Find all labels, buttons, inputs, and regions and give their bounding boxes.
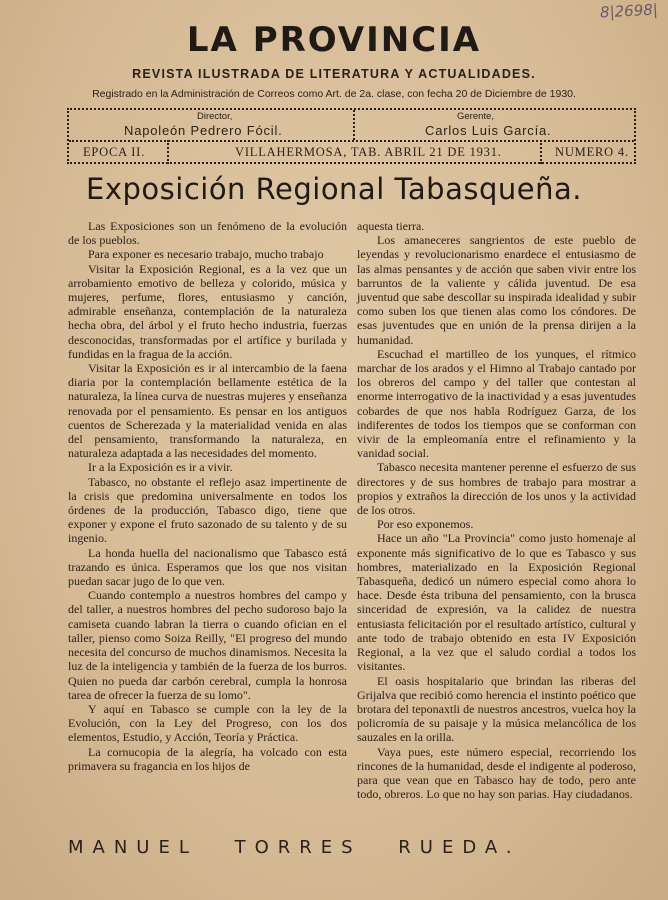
article-paragraph: La cornucopia de la alegría, ha volcado con esta primavera su fragancia en los hijos de — [68, 744, 347, 773]
issue-number: NUMERO 4. — [555, 145, 629, 159]
masthead-subtitle: REVISTA ILUSTRADA DE LITERATURA Y ACTUALIDADES. — [132, 67, 536, 81]
author-signature: MANUEL TORRES RUEDA. — [68, 837, 521, 858]
director-name: Napoleón Pedrero Fócil. — [124, 123, 283, 138]
article-paragraph: Los amaneceres sangrientos de este pueblo de leyendas y revolucionarismo enardece el entusiasmo de las almas pensantes y de acción que saben vivir entre los barruntos de la valiente y cálida juventud. De esa juventud que sabe descollar su inspirada idealidad y subir como suben los que tienen alas como los cóndores. De esas juventudes que en unión de la prensa dirijen a la humanidad. — [357, 233, 636, 347]
article-paragraph: Y aquí en Tabasco se cumple con la ley de la Evolución, con la Ley del Progreso, con los dos elementos, Estudio, y Acción, Teoría y Práctica. — [68, 701, 347, 745]
article-paragraph: Tabasco necesita mantener perenne el esfuerzo de sus directores y de sus hombres de trabajo para mostrar a propios y extraños la dirección de los unos y la actividad de los otros. — [357, 460, 636, 518]
article-paragraph: El oasis hospitalario que brindan las riberas del Grijalva que recibió como herencia el instinto poético que brotara del teponaxtli de nuestros ancestros, vuelca hoy la policromía de su paisaje y la música melancólica de los sauzales en la orilla. — [357, 673, 636, 745]
manager-label: Gerente, — [457, 111, 494, 122]
article-left-column — [68, 219, 347, 773]
article-paragraph: Por eso exponemos. — [377, 517, 474, 532]
article-paragraph: Visitar la Exposición Regional, es a la vez que un arrobamiento emotivo de belleza y colorido, música y mujeres, perfume, flores, entusiasmo y canción, admirable enseñanza, contemplación de la naturaleza hecha obra, del árbol y el fruto hecho industria, fuerzas desconocidas, transformadas por el artífice y burilada y fundidas en la fragua de la acción. — [68, 261, 347, 361]
place-date: VILLAHERMOSA, TAB. ABRIL 21 DE 1931. — [235, 145, 502, 159]
archive-handwritten-mark: 8|2698| — [599, 0, 659, 22]
article-paragraph: Ir a la Exposición es ir a vivir. — [88, 460, 233, 475]
staff-row — [69, 110, 634, 142]
number-divider — [540, 140, 542, 164]
article-paragraph: Cuando contemplo a nuestros hombres del campo y del taller, a nuestros hombres del pecho sudoroso bajo la camiseta cuando labran la tierra o cuando ofician en el taller, pienso como Soiza Reilly, "El progreso del mundo necesita del concurso de muchos dinamismos. Necesita la luz de la inteligencia y también de la fuerza de los burros. Quien no pueda dar carbón cerebral, cumpla la honrosa tarea de ofrecer la fuerza de su lomo". — [68, 588, 347, 702]
article-paragraph: Escuchad el martilleo de los yunques, el rítmico marchar de los arados y el Himno al Trabajo cantado por los obreros del campo y del taller que contestan al enorme interrogativo de la inactividad y a esas juventudes cobardes de que nos habla Rodríguez Garza, de los indiferentes de todos los tiempos que se conforman con vivir de la empleomanía entre el refinamiento y la vanidad social. — [357, 346, 636, 461]
staff-divider — [353, 110, 355, 140]
article-paragraph: La honda huella del nacionalismo que Tabasco está trazando es única. Esperamos que los que nos visitan puedan sacar jugo de lo que ven. — [68, 545, 347, 589]
article-paragraph: Las Exposiciones son un fenómeno de la evolución de los pueblos. — [68, 219, 347, 248]
article-paragraph: Tabasco, no obstante el reflejo asaz impertinente de la crisis que predomina universalmente en todos los órdenes de la producción, Tabasco digo, tiene que exponer y expone el fruto sazonado de su talento y de su ingenio. — [68, 474, 347, 546]
epoch-divider — [167, 140, 169, 164]
registry-note: Registrado en la Administración de Correos como Art. de 2a. clase, con fecha 20 de Diciembre de 1930. — [92, 88, 576, 100]
director-label: Director, — [197, 111, 233, 122]
article-right-column — [357, 219, 636, 801]
article-paragraph: Vaya pues, este número especial, recorriendo los rincones de la humanidad, desde el indigente al poderoso, para que vean que en Tabasco hay de todo, pero ante todo, obreros. Lo que no hay son parias. Hay ciudadanos. — [357, 744, 636, 802]
article-paragraph: Hace un año "La Provincia" como justo homenaje al exponente más significativo de lo que es Tabasco y sus hombres, materializado en la Exposición Regional Tabasqueña, dedicó un número especial como ahora lo hace. Desde ésta tribuna del pensamiento, con la brusca sinceridad de expresión, va la calidez de nuestra entusiasta felicitación por el resultado artístico, cultural y ante todo de trabajo obtenido en esta IV Exposición Regional, a la vez que el saludo cordial a todos los visitantes. — [357, 531, 636, 674]
manager-name: Carlos Luis García. — [425, 123, 552, 138]
article-paragraph: Para exponer es necesario trabajo, mucho trabajo — [88, 247, 324, 262]
masthead-title: LA PROVINCIA — [186, 20, 482, 60]
article-title: Exposición Regional Tabasqueña. — [86, 172, 582, 206]
article-paragraph: aquesta tierra. — [357, 219, 425, 233]
article-paragraph: Visitar la Exposición es ir al intercambio de la faena diaria por la contemplación bellamente estética de la naturaleza, la línea curva de nuestras mujeres y enseñanza renovada por el pensamiento. Es pensar en los antiguos cuentos de Scherezada y la materialidad venida en alas del pensamiento, transformando la naturaleza, en naturaleza adaptada a las necesidades del momento. — [68, 361, 347, 461]
publication-info-box — [67, 108, 636, 164]
epoch-label: EPOCA II. — [83, 145, 146, 159]
